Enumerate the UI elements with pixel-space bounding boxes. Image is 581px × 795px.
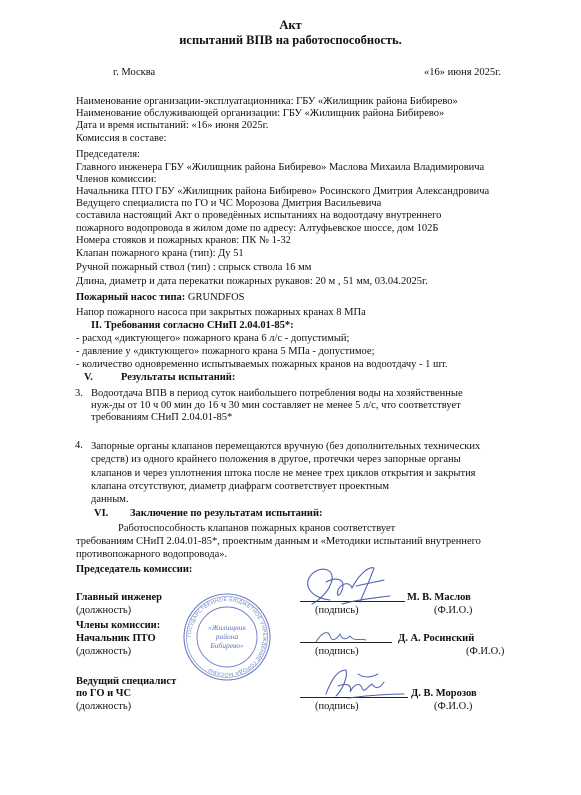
- caption-position: (должность): [76, 701, 132, 712]
- stamp-center-text: района: [215, 632, 239, 641]
- chief-role: Главный инженер: [76, 592, 163, 603]
- info-line: Клапан пожарного крана (тип): Ду 51: [76, 248, 244, 259]
- pto-name: Д. А. Росинский: [398, 633, 475, 644]
- chief-name: М. В. Маслов: [407, 592, 471, 603]
- info-line: Главного инженера ГБУ «Жилищник района Бибирево» Маслова Михаила Владимировича: [76, 162, 485, 173]
- info-line: Номера стояков и пожарных кранов: ПК № 1-32: [76, 235, 291, 246]
- section-6-number: VI.: [94, 508, 109, 519]
- section-2-heading: II. Требования согласно СНиП 2.04.01-85*:: [91, 320, 294, 331]
- result-item-3-line: Водоотдача ВПВ в период суток наибольшего потребления воды на хозяйственные: [91, 388, 463, 399]
- conclusion-line: Работоспособность клапанов пожарных кранов соответствует: [118, 523, 396, 534]
- info-line: Наименование обслуживающей организации: ГБУ «Жилищник района Бибирево»: [76, 108, 445, 119]
- pump-pressure: Напор пожарного насоса при закрытых пожарных кранах 8 МПа: [76, 307, 366, 318]
- caption-signature: (подпись): [315, 701, 359, 712]
- caption-position: (должность): [76, 605, 132, 616]
- chairman-heading: Председатель комиссии:: [76, 564, 193, 575]
- members-heading: Члены комиссии:: [76, 620, 161, 631]
- info-line: Наименование организации-эксплуатационника: ГБУ «Жилищник района Бибирево»: [76, 96, 458, 107]
- organization-stamp-icon: [182, 592, 272, 682]
- info-line: Членов комиссии:: [76, 174, 157, 185]
- info-line: Длина, диаметр и дата перекатки пожарных рукавов: 20 м , 51 мм, 03.04.2025г.: [76, 276, 428, 287]
- info-line: Ведущего специалиста по ГО и ЧС Морозова Дмитрия Васильевича: [76, 198, 382, 209]
- document-subtitle: испытаний ВПВ на работоспособность.: [179, 33, 402, 47]
- result-item-4-number: 4.: [75, 440, 83, 451]
- result-item-3-line: нуж-ды от 10 ч 00 мин до 16 ч 30 мин составляет не менее 5 л/с, что соответствует: [91, 400, 461, 412]
- info-line: пожарного водопровода в жилом доме по адресу: Алтуфьевское шоссе, дом 102Б: [76, 223, 439, 234]
- requirement-item: - расход «диктующего» пожарного крана 6 л/с - допустимый;: [76, 333, 350, 344]
- caption-fio: (Ф.И.О.): [466, 646, 505, 657]
- info-line: составила настоящий Акт о проведённых испытаниях на водоотдачу внутреннего: [76, 210, 442, 221]
- caption-fio: (Ф.И.О.): [434, 605, 473, 616]
- conclusion-line: требованиям СНиП 2.04.01-85*, проектным данным и «Методики испытаний внутреннего: [76, 536, 481, 547]
- info-line: Начальника ПТО ГБУ «Жилищник района Бибирево» Росинского Дмитрия Александровича: [76, 186, 490, 197]
- info-line: Ручной пожарный ствол (тип) : спрыск ствола 16 мм: [76, 262, 312, 273]
- requirement-item: - давление у «диктующего» пожарного крана 5 МПа - допустимое;: [76, 346, 375, 357]
- caption-position: (должность): [76, 646, 132, 657]
- info-line: Председателя:: [76, 149, 140, 160]
- caption-signature: (подпись): [315, 646, 359, 657]
- city: г. Москва: [113, 67, 156, 78]
- section-5-number: V.: [84, 372, 93, 383]
- section-5-heading: Результаты испытаний:: [121, 372, 236, 383]
- go-signature-icon: [318, 664, 410, 704]
- pump-type: Пожарный насос типа: GRUNDFOS: [76, 292, 245, 303]
- result-item-4-line: клапанов и через уплотнения штока после не менее трех циклов открытия и закрытия: [91, 467, 476, 479]
- stamp-ring-text: ГОСУДАРСТВЕННОЕ БЮДЖЕТНОЕ УЧРЕЖДЕНИЕ ГОРОДА МОСКВЫ: [186, 596, 268, 678]
- result-item-4-line: Запорные органы клапанов перемещаются вручную (без дополнительных технических: [91, 441, 481, 452]
- pto-signature-icon: [312, 624, 392, 650]
- stamp-center-text: Бибирево»: [210, 641, 244, 650]
- result-item-4-line: клапана отсутствуют, диаметр диафрагм соответствует проектным: [91, 480, 390, 492]
- caption-fio: (Ф.И.О.): [434, 701, 473, 712]
- go-role: по ГО и ЧС: [76, 688, 132, 699]
- section-6-heading: Заключение по результатам испытаний:: [130, 508, 323, 519]
- stamp-center-text: «Жилищник: [207, 623, 247, 632]
- result-item-4: [91, 440, 550, 506]
- pto-role: Начальник ПТО: [76, 633, 156, 644]
- info-line: Комиссия в составе:: [76, 133, 167, 144]
- conclusion-line: противопожарного водопровода».: [76, 549, 228, 560]
- pump-type-value: GRUNDFOS: [187, 292, 245, 303]
- go-name: Д. В. Морозов: [411, 688, 477, 699]
- result-item-3-line: требованиям СНиП 2.04.01-85*: [91, 412, 233, 424]
- info-line: Дата и время испытаний: «16» июня 2025г.: [76, 120, 269, 131]
- result-item-4-line: средств) из одного крайнего положения в другое, протечки через запорные органы: [91, 454, 461, 466]
- caption-signature: (подпись): [315, 605, 359, 616]
- result-item-4-line: данным.: [91, 494, 129, 506]
- go-role: Ведущий специалист: [76, 676, 177, 687]
- document-title: Акт: [279, 18, 302, 32]
- result-item-3-number: 3.: [75, 388, 83, 399]
- chief-signature-icon: [298, 560, 398, 612]
- requirement-item: - количество одновременно испытываемых пожарных кранов на водоотдачу - 1 шт.: [76, 359, 448, 370]
- act-date: «16» июня 2025г.: [424, 67, 501, 78]
- result-item-3: [91, 388, 550, 425]
